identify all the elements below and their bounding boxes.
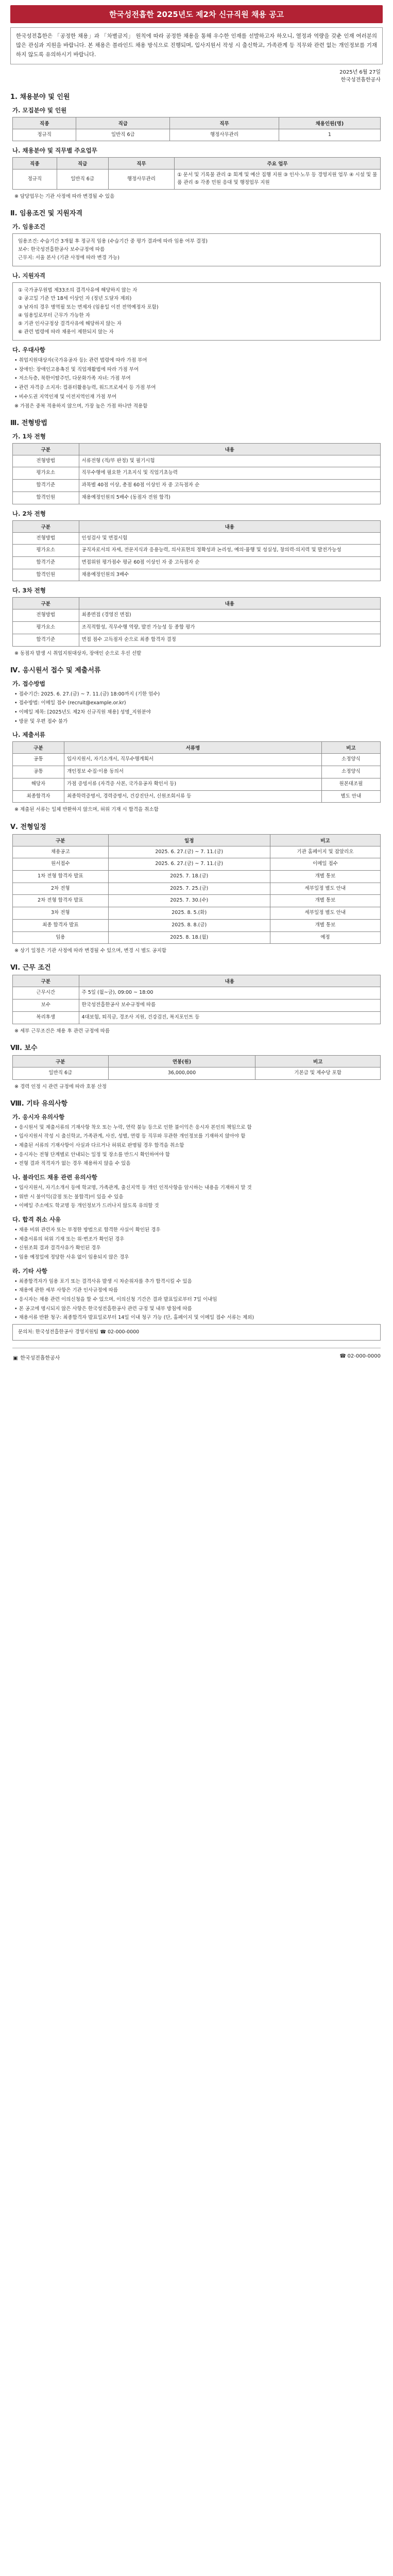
table-cell: 직무수행에 필요한 기초지식 및 직업기초능력 <box>79 467 380 480</box>
table-cell: 면접위원 평가점수 평균 60점 이상인 자 중 고득점자 순 <box>79 557 380 569</box>
table-cell: 1차 전형 합격자 발표 <box>13 870 109 883</box>
table-row <box>13 492 381 504</box>
table-cell: 합격인원 <box>13 569 79 581</box>
table-row <box>13 907 381 920</box>
list-item: • 이메일 주소에도 학교명 등 개인정보가 드러나지 않도록 유의할 것 <box>14 1203 159 1209</box>
table-header: 구분 <box>13 443 79 455</box>
subsection-heading: 가. 응시자 유의사항 <box>12 1113 65 1121</box>
table-cell: 채용공고 <box>13 846 109 858</box>
footer <box>12 1348 381 1361</box>
table-cell: 행정사무관리 <box>108 170 175 189</box>
table-row <box>13 129 381 141</box>
table-cell: 입사지원서, 자기소개서, 직무수행계획서 <box>64 754 321 766</box>
table-header: 직급 <box>76 117 170 129</box>
pay-table <box>12 1055 381 1080</box>
table-cell: 예정 <box>270 931 380 944</box>
duty-table <box>12 157 381 189</box>
note: ※ 상기 일정은 기관 사정에 따라 변경될 수 있으며, 변경 시 별도 공지함 <box>14 948 166 954</box>
list-item: • 접수방법: 이메일 접수 (recruit@example.or.kr) <box>14 700 126 706</box>
table-cell: 한국성전흡한공사 보수규정에 따름 <box>79 999 380 1012</box>
section-heading: Ⅱ. 임용조건 및 지원자격 <box>10 209 83 217</box>
recruit-table <box>12 117 381 142</box>
table-row <box>13 455 381 467</box>
table-cell: 채용예정인원의 5배수 (동점자 전원 합격) <box>79 492 380 504</box>
contact-box: 문의처: 한국성전흡한공사 경영지원팀 ☎ 02-000-0000 <box>12 1324 381 1341</box>
table-header: 구분 <box>13 975 79 987</box>
building-icon: ▣ <box>13 1355 18 1362</box>
table-cell: 합격인원 <box>13 492 79 504</box>
table-cell: 2025. 6. 27.(금) ~ 7. 11.(금) <box>108 846 270 858</box>
table-header: 비고 <box>321 742 380 754</box>
table-cell: 2025. 8. 8.(금) <box>108 919 270 931</box>
list-item: • 최종합격자가 임용 포기 또는 결격사유 발생 시 차순위자를 추가 합격시킬 수 있음 <box>14 1278 192 1284</box>
qualifications-box <box>12 282 381 341</box>
table-cell: 합격기준 <box>13 480 79 492</box>
list-item: • 응시자는 전형 단계별로 안내되는 일정 및 장소를 반드시 확인하여야 함 <box>14 1151 170 1158</box>
announcement-date <box>8 69 381 84</box>
note: ※ 제출된 서류는 일체 반환하지 않으며, 허위 기재 시 합격을 취소함 <box>14 807 159 813</box>
list-item: 임용조건: 수습기간 3개월 후 정규직 임용 (수습기간 중 평가 결과에 따라 임용 여부 결정) <box>18 238 208 244</box>
table-cell: 평가요소 <box>13 545 79 557</box>
table-cell: 조직적합성, 직무수행 역량, 발전 가능성 등 종합 평가 <box>79 622 380 634</box>
table-row <box>13 883 381 895</box>
table-cell: 전형방법 <box>13 455 79 467</box>
section-heading: Ⅳ. 응시원서 접수 및 제출서류 <box>10 666 101 674</box>
list-item: • 임용 예정일에 정당한 사유 없이 임용되지 않은 경우 <box>14 1255 129 1261</box>
table-row <box>13 532 381 545</box>
table-row <box>13 170 381 189</box>
table-cell: 별도 안내 <box>321 790 380 803</box>
table-row <box>13 919 381 931</box>
table-header: 직종 <box>13 117 76 129</box>
table-header: 직급 <box>57 158 108 170</box>
list-item: ② 공고일 기준 만 18세 이상인 자 (정년 도달자 제외) <box>18 296 132 302</box>
table-cell: 2025. 7. 25.(금) <box>108 883 270 895</box>
table-cell: 평가요소 <box>13 622 79 634</box>
list-item: • 이메일 제목: [2025년도 제2차 신규직원 채용] 성명_지원분야 <box>14 709 151 716</box>
list-item: • 제출된 서류의 기재사항이 사실과 다르거나 허위로 판명될 경우 합격을 취소함 <box>14 1143 184 1149</box>
table-row <box>13 569 381 581</box>
section-heading: Ⅲ. 전형방법 <box>10 419 47 427</box>
list-item: • 입사지원서 작성 시 출신학교, 가족관계, 사진, 성별, 연령 등 직무와 무관한 개인정보를 기재하지 않아야 함 <box>14 1133 246 1140</box>
note: ※ 경력 인정 시 관련 규정에 따라 호봉 산정 <box>14 1083 107 1090</box>
table-cell: 전형방법 <box>13 532 79 545</box>
table-row <box>13 846 381 858</box>
table-cell: 평가요소 <box>13 467 79 480</box>
table-header: 내용 <box>79 520 380 532</box>
documents-table <box>12 741 381 803</box>
subsection-heading: 나. 채용분야 및 직무별 주요업무 <box>12 147 97 155</box>
list-item: ③ 남자의 경우 병역필 또는 면제자 (임용일 이전 전역예정자 포함) <box>18 304 159 310</box>
table-cell: 소정양식 <box>321 766 380 778</box>
page-title: 한국성전흡한 2025년도 제2차 신규직원 채용 공고 <box>10 5 383 23</box>
schedule-table <box>12 834 381 944</box>
table-cell: 공직자로서의 자세, 전문지식과 응용능력, 의사표현의 정확성과 논리성, 예의·품행 및 성실성, 창의력·의지력 및 발전가능성 <box>79 545 380 557</box>
table-row <box>13 634 381 646</box>
table-cell: 일반직 6급 <box>57 170 108 189</box>
table-cell: 채용예정인원의 3배수 <box>79 569 380 581</box>
section-heading: Ⅷ. 기타 유의사항 <box>10 1099 68 1108</box>
list-item: • 채용서류 반환 청구: 최종합격자 발표일로부터 14일 이내 청구 가능 (단, 홈페이지 및 이메일 접수 서류는 제외) <box>14 1315 254 1321</box>
list-item: ⑤ 기관 인사규정상 결격사유에 해당하지 않는 자 <box>18 320 122 327</box>
table-cell: 근무시간 <box>13 987 79 999</box>
list-item: • 전형 결과 적격자가 없는 경우 채용하지 않을 수 있음 <box>14 1161 131 1167</box>
table-cell: 합격기준 <box>13 634 79 646</box>
table-header: 연봉(원) <box>108 1055 255 1067</box>
table-cell: 원본대조필 <box>321 778 380 790</box>
note: ※ 가점은 중복 적용하지 않으며, 가장 높은 가점 하나만 적용함 <box>14 403 148 409</box>
table-cell: 4대보험, 퇴직금, 경조사 지원, 건강검진, 복지포인트 등 <box>79 1011 380 1024</box>
list-item: • 저소득층, 북한이탈주민, 다문화가족 자녀: 가점 부여 <box>14 376 131 382</box>
list-item: • 본 공고에 명시되지 않은 사항은 한국성전흡한공사 관련 규정 및 내부 방침에 따름 <box>14 1306 192 1312</box>
table-cell: 면접 점수 고득점자 순으로 최종 합격자 결정 <box>79 634 380 646</box>
table-cell: 36,000,000 <box>108 1067 255 1079</box>
table-cell: 주 5일 (월~금), 09:00 ~ 18:00 <box>79 987 380 999</box>
table-header: 채용인원(명) <box>279 117 380 129</box>
table-row <box>13 870 381 883</box>
table-cell: 일반직 6급 <box>76 129 170 141</box>
table-cell: 전형방법 <box>13 609 79 622</box>
list-item: • 제출서류의 허위 기재 또는 위·변조가 확인된 경우 <box>14 1236 125 1242</box>
table-cell: 과목별 40점 이상, 총점 60점 이상인 자 중 고득점자 순 <box>79 480 380 492</box>
table-header: 내용 <box>79 975 380 987</box>
list-item: • 관련 자격증 소지자: 컴퓨터활용능력, 워드프로세서 등 가점 부여 <box>14 385 156 391</box>
org-name: 한국성전흡한공사 <box>340 77 381 83</box>
date: 2025년 6월 27일 <box>339 69 381 75</box>
list-item: • 장애인: 장애인고용촉진 및 직업재활법에 따라 가점 부여 <box>14 366 139 372</box>
table-row <box>13 895 381 907</box>
intro-text: 한국성전흡한은 「공정한 채용」과 「차별금지」 원칙에 따라 공정한 채용을 통해 우수한 인재를 선발하고자 하오니, 열정과 역량을 갖춘 인재 여러분의 많은 관심과 지원을 바랍니다. 본 채용은 블라인드 채용 방식으로 진행되며, 입사지원서 작성 시 출신학교, 가족관계 등 직무와 관련 없는 개인정보를 기재하지 않도록 유의하시기 바랍니다. <box>10 27 383 64</box>
table-cell: 정규직 <box>13 129 76 141</box>
table-row <box>13 609 381 622</box>
conditions-table <box>12 975 381 1024</box>
section-heading: Ⅶ. 보수 <box>10 1044 38 1052</box>
list-item: • 방문 및 우편 접수 불가 <box>14 718 68 724</box>
table-header: 구분 <box>13 520 79 532</box>
table-cell: 2025. 8. 5.(화) <box>108 907 270 920</box>
list-item: • 비수도권 지역인재 및 이전지역인재 가점 부여 <box>14 394 117 400</box>
table-cell: 3차 전형 <box>13 907 109 920</box>
table-cell: 일반직 6급 <box>13 1067 109 1079</box>
table-row <box>13 557 381 569</box>
list-item: • 채용 비위 관련자 또는 부정한 방법으로 합격한 사실이 확인된 경우 <box>14 1227 161 1233</box>
table-cell: 해당자 <box>13 778 64 790</box>
list-item: • 신원조회 결과 결격사유가 확인된 경우 <box>14 1245 101 1251</box>
table-cell: 복리후생 <box>13 1011 79 1024</box>
table-cell: 기본급 및 제수당 포함 <box>255 1067 381 1079</box>
table-cell: 정규직 <box>13 170 57 189</box>
table-cell: 개인정보 수집·이용 동의서 <box>64 766 321 778</box>
list-item: • 응시원서 및 제출서류의 기재사항 착오 또는 누락, 연락 불능 등으로 인한 불이익은 응시자 본인의 책임으로 함 <box>14 1124 252 1130</box>
table-cell: 임용 <box>13 931 109 944</box>
table-header: 비고 <box>270 834 380 846</box>
subsection-heading: 가. 접수방법 <box>12 680 45 687</box>
table-cell: 원서접수 <box>13 858 109 871</box>
table-cell: 소정양식 <box>321 754 380 766</box>
table-row <box>13 778 381 790</box>
subsection-heading: 가. 임용조건 <box>12 223 45 230</box>
table-cell: 2025. 8. 18.(월) <box>108 931 270 944</box>
table-cell: 최종합격자 <box>13 790 64 803</box>
subsection-heading: 나. 지원자격 <box>12 272 45 280</box>
stage3-table <box>12 597 381 646</box>
list-item: ⑥ 관련 법령에 따라 채용이 제한되지 않는 자 <box>18 329 114 335</box>
table-row <box>13 1067 381 1079</box>
table-header: 구분 <box>13 598 79 609</box>
subsection-heading: 가. 1차 전형 <box>12 432 46 440</box>
table-cell: 2025. 6. 27.(금) ~ 7. 11.(금) <box>108 858 270 871</box>
table-header: 직무 <box>108 158 175 170</box>
list-item: 보수: 한국성전흡한공사 보수규정에 따름 <box>18 247 105 253</box>
stage2-table <box>12 520 381 582</box>
table-row <box>13 1011 381 1024</box>
table-cell: 보수 <box>13 999 79 1012</box>
list-item: 근무지: 서울 본사 (기관 사정에 따라 변경 가능) <box>18 255 119 261</box>
subsection-heading: 다. 3차 전형 <box>12 587 46 595</box>
subsection-heading: 다. 합격 취소 사유 <box>12 1216 61 1224</box>
table-row <box>13 931 381 944</box>
conditions-box <box>12 233 381 266</box>
note: ※ 담당업무는 기관 사정에 따라 변경될 수 있음 <box>14 193 115 199</box>
list-item: ① 국가공무원법 제33조의 결격사유에 해당하지 않는 자 <box>18 287 138 294</box>
table-cell: 인성검사 및 면접시험 <box>79 532 380 545</box>
table-cell: 기관 홈페이지 및 잡알리오 <box>270 846 380 858</box>
table-row <box>13 790 381 803</box>
footer-org: ▣ 한국성전흡한공사 <box>13 1355 60 1362</box>
subsection-heading: 라. 기타 사항 <box>12 1267 47 1275</box>
table-cell: 2025. 7. 30.(수) <box>108 895 270 907</box>
table-row <box>13 622 381 634</box>
table-cell: 공통 <box>13 754 64 766</box>
stage1-table <box>12 443 381 504</box>
subsection-heading: 나. 2차 전형 <box>12 510 46 517</box>
table-cell: 2025. 7. 18.(금) <box>108 870 270 883</box>
table-cell: 개별 통보 <box>270 895 380 907</box>
table-cell: 이메일 접수 <box>270 858 380 871</box>
table-header: 구분 <box>13 1055 109 1067</box>
table-cell: 세부일정 별도 안내 <box>270 907 380 920</box>
table-row <box>13 999 381 1012</box>
table-cell: 행정사무관리 <box>170 129 279 141</box>
table-cell: 최종학력증명서, 경력증명서, 건강진단서, 신원조회서류 등 <box>64 790 321 803</box>
table-row <box>13 754 381 766</box>
table-row <box>13 467 381 480</box>
table-cell: 2차 전형 <box>13 883 109 895</box>
phone-icon: ☎ <box>339 1353 346 1360</box>
footer-phone: ☎ 02-000-0000 <box>339 1353 381 1360</box>
table-row <box>13 480 381 492</box>
table-cell: 공통 <box>13 766 64 778</box>
table-header: 주요 업무 <box>175 158 381 170</box>
note: ※ 세부 근무조건은 채용 후 관련 규정에 따름 <box>14 1028 110 1034</box>
table-cell: 세부일정 별도 안내 <box>270 883 380 895</box>
subsection-heading: 나. 블라인드 채용 관련 유의사항 <box>12 1174 97 1181</box>
table-row <box>13 858 381 871</box>
table-cell: 1 <box>279 129 380 141</box>
section-heading: Ⅴ. 전형일정 <box>10 823 46 831</box>
table-header: 일정 <box>108 834 270 846</box>
list-item: • 응시자는 채용 관련 이의신청을 할 수 있으며, 이의신청 기간은 결과 발표일로부터 7일 이내임 <box>14 1297 217 1303</box>
table-cell: 합격기준 <box>13 557 79 569</box>
table-cell: 최종 합격자 발표 <box>13 919 109 931</box>
table-cell: ① 문서 및 기록물 관리 ② 회계 및 예산 집행 지원 ③ 인사·노무 등 경영지원 업무 ④ 시설 및 물품 관리 ⑤ 각종 민원 응대 및 행정업무 지원 <box>175 170 381 189</box>
list-item: • 위반 시 불이익(감점 또는 불합격)이 있을 수 있음 <box>14 1194 124 1200</box>
table-row <box>13 766 381 778</box>
table-cell: 2차 전형 합격자 발표 <box>13 895 109 907</box>
list-item: • 취업지원대상자(국가유공자 등): 관련 법령에 따라 가점 부여 <box>14 358 147 364</box>
note: ※ 동점자 발생 시 취업지원대상자, 장애인 순으로 우선 선발 <box>14 650 142 656</box>
list-item: • 접수기간: 2025. 6. 27.(금) ~ 7. 11.(금) 18:00까지 (기한 엄수) <box>14 691 160 697</box>
table-header: 구분 <box>13 834 109 846</box>
table-header: 서류명 <box>64 742 321 754</box>
table-row <box>13 987 381 999</box>
subsection-heading: 가. 모집분야 및 인원 <box>12 106 67 114</box>
table-header: 비고 <box>255 1055 381 1067</box>
list-item: ④ 임용일로부터 근무가 가능한 자 <box>18 312 90 318</box>
subsection-heading: 나. 제출서류 <box>12 731 45 739</box>
table-header: 직종 <box>13 158 57 170</box>
table-cell: 개별 통보 <box>270 870 380 883</box>
subsection-heading: 다. 우대사항 <box>12 346 45 354</box>
table-header: 내용 <box>79 443 380 455</box>
table-cell: 개별 통보 <box>270 919 380 931</box>
list-item: • 입사지원서, 자기소개서 등에 학교명, 가족관계, 출신지역 등 개인 인적사항을 암시하는 내용을 기재하지 말 것 <box>14 1185 252 1191</box>
table-cell: 가점 증빙서류 (자격증 사본, 국가유공자 확인서 등) <box>64 778 321 790</box>
table-cell: 최종면접 (경영진 면접) <box>79 609 380 622</box>
table-row <box>13 545 381 557</box>
list-item: • 채용에 관한 세부 사항은 기관 인사규정에 따름 <box>14 1287 118 1294</box>
table-header: 직무 <box>170 117 279 129</box>
section-heading: Ⅵ. 근무 조건 <box>10 964 51 972</box>
table-header: 구분 <box>13 742 64 754</box>
table-header: 내용 <box>79 598 380 609</box>
table-cell: 서류전형 (적/부 판정) 및 필기시험 <box>79 455 380 467</box>
section-heading: 1. 채용분야 및 인원 <box>10 93 70 101</box>
